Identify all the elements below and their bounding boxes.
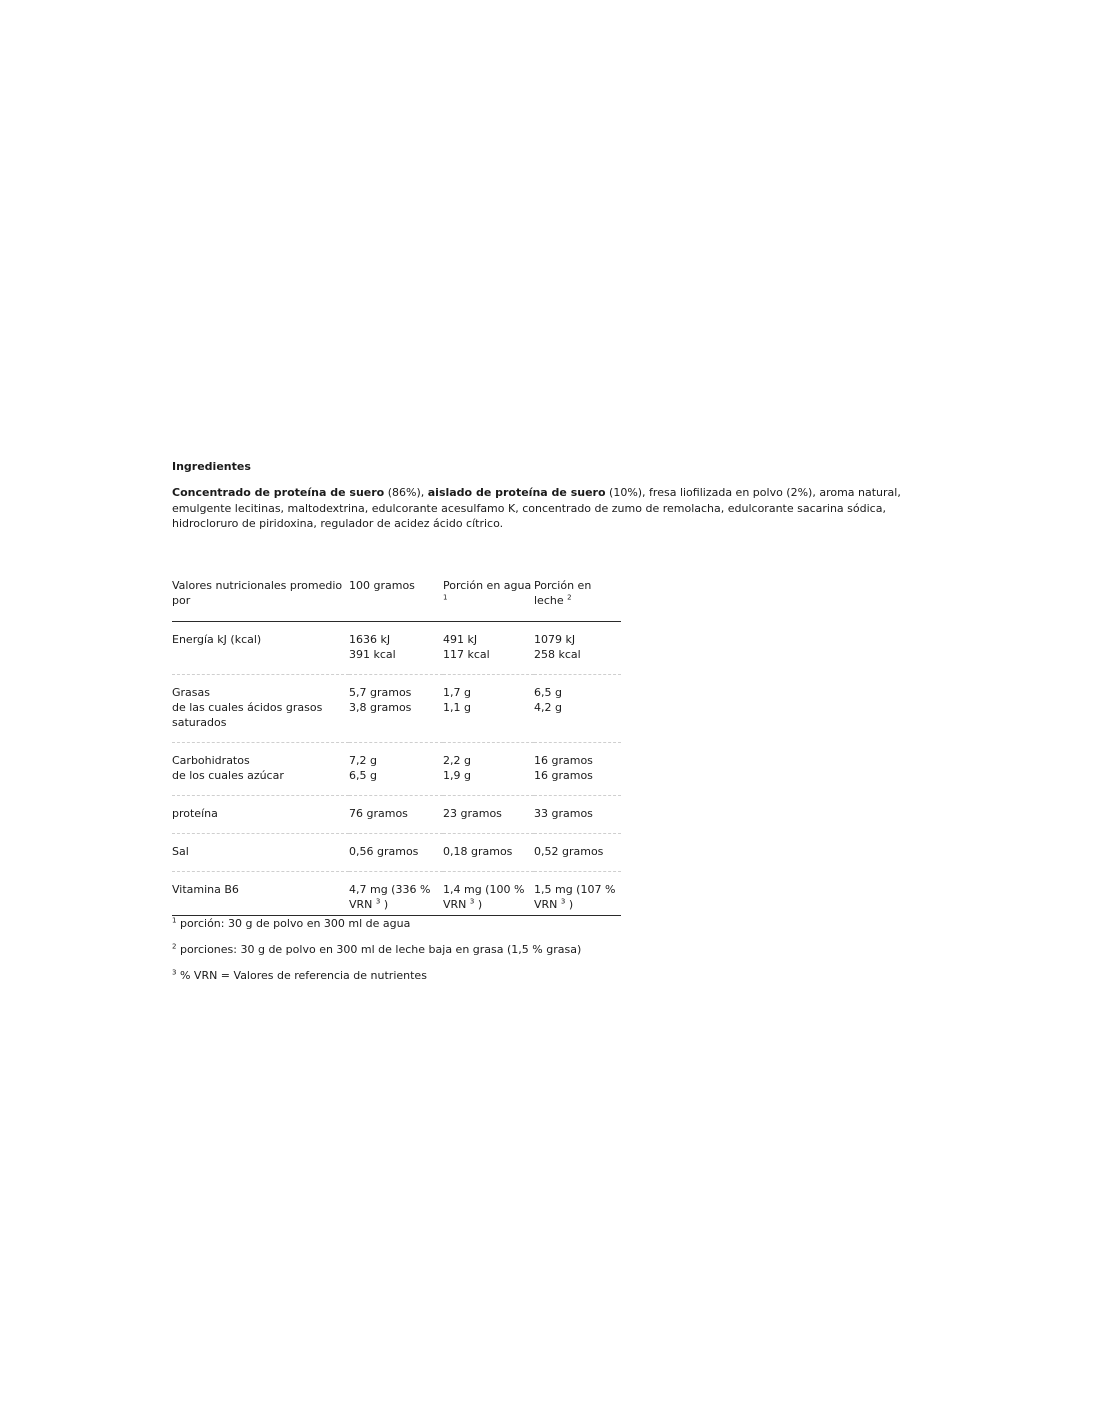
value-100g: [349, 833, 443, 871]
value-100g: [349, 621, 443, 674]
footnote-text: % VRN = Valores de referencia de nutrientes: [176, 968, 427, 982]
header-per: Valores nutricionales promedio por: [172, 578, 349, 622]
footnote: [172, 968, 932, 994]
cell-line: 2,2 g: [443, 753, 471, 767]
cell-line: 1,7 g: [443, 685, 471, 699]
table-row: [172, 833, 621, 871]
nutrient-name: [172, 795, 349, 833]
cell-line: 391 kcal: [349, 647, 396, 661]
header-water-portion: [443, 578, 534, 622]
footnote-number: 3: [172, 967, 177, 976]
nutrient-name: [172, 621, 349, 674]
footnote-ref: 3: [469, 896, 475, 905]
value-water: [443, 621, 534, 674]
cell-line: 117 kcal: [443, 647, 490, 661]
value-100g: [349, 795, 443, 833]
table-row: [172, 742, 621, 795]
cell-line: 4,7 mg (336 % VRN: [349, 882, 431, 911]
cell-line: 1,9 g: [443, 768, 471, 782]
cell-line: 1,1 g: [443, 700, 471, 714]
cell-line: 7,2 g: [349, 753, 377, 767]
cell-line: Carbohidratos: [172, 753, 250, 767]
closing-paren: ): [380, 897, 389, 911]
cell-line: 16 gramos: [534, 753, 593, 767]
cell-line: Vitamina B6: [172, 882, 239, 896]
footnote-ref: 2: [567, 592, 572, 601]
cell-line: 4,2 g: [534, 700, 562, 714]
cell-line: 0,56 gramos: [349, 844, 419, 858]
ingredient-text: (86%),: [384, 486, 428, 499]
footnote: [172, 942, 932, 968]
cell-line: 258 kcal: [534, 647, 581, 661]
footnote: [172, 916, 932, 942]
value-water: [443, 871, 534, 915]
nutrition-table: [172, 578, 621, 916]
cell-line: proteína: [172, 806, 218, 820]
value-milk: [534, 674, 621, 742]
footnote-text: porciones: 30 g de polvo en 300 ml de leche baja en grasa (1,5 % grasa): [176, 942, 582, 956]
cell-line: 5,7 gramos: [349, 685, 412, 699]
nutrient-name: [172, 742, 349, 795]
value-water: [443, 795, 534, 833]
ingredient-highlight: Concentrado de proteína de suero: [172, 486, 385, 499]
footnote-number: 1: [172, 915, 177, 924]
cell-line: 3,8 gramos: [349, 700, 412, 714]
cell-line: 33 gramos: [534, 806, 593, 820]
header-100g: 100 gramos: [349, 578, 443, 622]
nutrition-body: [172, 621, 621, 915]
nutrition-header-row: [172, 578, 621, 622]
cell-line: Grasas: [172, 685, 210, 699]
ingredient-highlight: aislado de proteína de suero: [427, 486, 606, 499]
product-info: [172, 459, 932, 994]
table-row: [172, 871, 621, 915]
header-milk-label: Porción en leche: [534, 578, 592, 607]
nutrient-name: [172, 674, 349, 742]
value-water: [443, 742, 534, 795]
cell-line: 6,5 g: [349, 768, 377, 782]
cell-line: 1636 kJ: [349, 632, 391, 646]
value-water: [443, 674, 534, 742]
cell-line: Energía kJ (kcal): [172, 632, 262, 646]
value-100g: [349, 871, 443, 915]
cell-line: 1,5 mg (107 % VRN: [534, 882, 616, 911]
table-row: [172, 621, 621, 674]
cell-line: de las cuales ácidos grasos saturados: [172, 700, 323, 729]
value-milk: [534, 871, 621, 915]
cell-line: Sal: [172, 844, 189, 858]
value-milk: [534, 621, 621, 674]
value-water: [443, 833, 534, 871]
cell-line: 16 gramos: [534, 768, 593, 782]
cell-line: 76 gramos: [349, 806, 408, 820]
value-milk: [534, 742, 621, 795]
footnote-ref: 1: [443, 592, 448, 601]
cell-line: 1079 kJ: [534, 632, 576, 646]
value-100g: [349, 742, 443, 795]
value-100g: [349, 674, 443, 742]
cell-line: 1,4 mg (100 % VRN: [443, 882, 525, 911]
ingredients-heading: Ingredientes: [172, 460, 251, 473]
value-milk: [534, 795, 621, 833]
cell-line: de los cuales azúcar: [172, 768, 284, 782]
cell-line: 23 gramos: [443, 806, 502, 820]
cell-line: 0,18 gramos: [443, 844, 513, 858]
footnote-ref: 3: [560, 896, 566, 905]
ingredient-text: (10%), fresa liofilizada en polvo (2%), aroma natural, emulgente lecitinas, maltodextrina, edulcorante acesulfamo K, concentrado de zumo de remolacha, edulcorante sacarina sódica, hidrocloruro de piridoxina, regulador de acidez ácido cítrico.: [172, 486, 901, 530]
closing-paren: ): [565, 897, 574, 911]
header-water-label: Porción en agua: [443, 578, 532, 592]
table-row: [172, 674, 621, 742]
header-milk-portion: [534, 578, 621, 622]
footnote-text: porción: 30 g de polvo en 300 ml de agua: [176, 916, 411, 930]
nutrient-name: [172, 833, 349, 871]
nutrient-name: [172, 871, 349, 915]
cell-line: 0,52 gramos: [534, 844, 604, 858]
cell-line: 491 kJ: [443, 632, 478, 646]
footnotes: [172, 916, 932, 994]
table-row: [172, 795, 621, 833]
cell-line: 6,5 g: [534, 685, 562, 699]
footnote-ref: 3: [375, 896, 381, 905]
ingredients-text: [172, 485, 932, 532]
closing-paren: ): [474, 897, 483, 911]
value-milk: [534, 833, 621, 871]
footnote-number: 2: [172, 941, 177, 950]
